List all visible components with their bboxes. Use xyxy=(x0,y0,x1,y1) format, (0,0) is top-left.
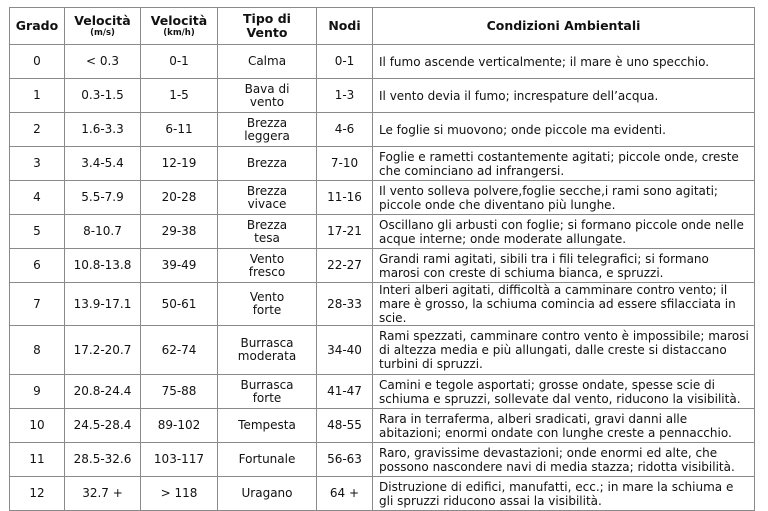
table-row xyxy=(10,181,755,215)
cell-tipo-vento: Brezza leggera xyxy=(218,113,317,147)
cell-nodi: 28-33 xyxy=(317,283,373,326)
cell-nodi: 41-47 xyxy=(317,375,373,409)
cell-condizioni: Rami spezzati, camminare contro vento è impossibile; marosi di altezza media e più allungati, dalle creste si distaccano turbini di spruzzi. xyxy=(373,326,755,375)
cell-condizioni: Raro, gravissime devastazioni; onde enormi ed alte, che possono nascondere navi di media stazza; ridotta visibilità. xyxy=(373,443,755,477)
cell-velocita-kmh: > 118 xyxy=(141,477,218,511)
cell-condizioni: Interi alberi agitati, difficoltà a camminare contro vento; il mare è grosso, la schiuma comincia ad essere sfilacciata in scie. xyxy=(373,283,755,326)
cell-velocita-kmh: 0-1 xyxy=(141,45,218,79)
cell-velocita-ms: 0.3-1.5 xyxy=(65,79,141,113)
header-velocita-ms-label: Velocità xyxy=(74,13,131,28)
table-row xyxy=(10,45,755,79)
cell-velocita-ms: 8-10.7 xyxy=(65,215,141,249)
cell-grado: 1 xyxy=(10,79,65,113)
cell-condizioni: Il vento devia il fumo; increspature dell’acqua. xyxy=(373,79,755,113)
cell-condizioni: Distruzione di edifici, manufatti, ecc.; in mare la schiuma e gli spruzzi riducono assai la visibilità. xyxy=(373,477,755,511)
cell-velocita-kmh: 6-11 xyxy=(141,113,218,147)
beaufort-table xyxy=(9,7,755,511)
cell-velocita-kmh: 103-117 xyxy=(141,443,218,477)
cell-velocita-kmh: 50-61 xyxy=(141,283,218,326)
cell-velocita-kmh: 89-102 xyxy=(141,409,218,443)
cell-velocita-ms: 3.4-5.4 xyxy=(65,147,141,181)
table-row xyxy=(10,326,755,375)
cell-velocita-ms: 13.9-17.1 xyxy=(65,283,141,326)
cell-tipo-vento: Burrasca moderata xyxy=(218,326,317,375)
cell-nodi: 4-6 xyxy=(317,113,373,147)
cell-velocita-ms: 17.2-20.7 xyxy=(65,326,141,375)
cell-nodi: 64 + xyxy=(317,477,373,511)
header-velocita-kmh xyxy=(141,8,218,45)
cell-velocita-kmh: 12-19 xyxy=(141,147,218,181)
cell-velocita-kmh: 39-49 xyxy=(141,249,218,283)
cell-nodi: 34-40 xyxy=(317,326,373,375)
cell-grado: 9 xyxy=(10,375,65,409)
cell-condizioni: Le foglie si muovono; onde piccole ma evidenti. xyxy=(373,113,755,147)
cell-velocita-ms: 1.6-3.3 xyxy=(65,113,141,147)
table-row xyxy=(10,147,755,181)
cell-grado: 0 xyxy=(10,45,65,79)
cell-tipo-vento: Calma xyxy=(218,45,317,79)
cell-velocita-kmh: 20-28 xyxy=(141,181,218,215)
cell-tipo-vento: Brezza xyxy=(218,147,317,181)
cell-velocita-ms: 5.5-7.9 xyxy=(65,181,141,215)
cell-condizioni: Grandi rami agitati, sibili tra i fili telegrafici; si formano marosi con creste di schiuma bianca, e spruzzi. xyxy=(373,249,755,283)
header-row xyxy=(10,8,755,45)
table-row xyxy=(10,409,755,443)
cell-nodi: 22-27 xyxy=(317,249,373,283)
cell-velocita-ms: < 0.3 xyxy=(65,45,141,79)
cell-tipo-vento: Burrasca forte xyxy=(218,375,317,409)
cell-tipo-vento: Brezza vivace xyxy=(218,181,317,215)
cell-nodi: 7-10 xyxy=(317,147,373,181)
table-row xyxy=(10,477,755,511)
cell-grado: 6 xyxy=(10,249,65,283)
cell-velocita-kmh: 62-74 xyxy=(141,326,218,375)
cell-velocita-kmh: 1-5 xyxy=(141,79,218,113)
header-velocita-kmh-unit: (km/h) xyxy=(163,28,195,38)
cell-grado: 8 xyxy=(10,326,65,375)
cell-nodi: 11-16 xyxy=(317,181,373,215)
cell-tipo-vento: Brezza tesa xyxy=(218,215,317,249)
cell-grado: 5 xyxy=(10,215,65,249)
cell-condizioni: Camini e tegole asportati; grosse ondate, spesse scie di schiuma e spruzzi, sollevate dal vento, riducono la visibilità. xyxy=(373,375,755,409)
cell-nodi: 56-63 xyxy=(317,443,373,477)
header-grado: Grado xyxy=(10,8,65,45)
header-nodi: Nodi xyxy=(317,8,373,45)
table-row xyxy=(10,113,755,147)
cell-grado: 2 xyxy=(10,113,65,147)
cell-grado: 3 xyxy=(10,147,65,181)
header-velocita-kmh-label: Velocità xyxy=(150,13,208,28)
table-row xyxy=(10,443,755,477)
cell-velocita-ms: 28.5-32.6 xyxy=(65,443,141,477)
cell-grado: 7 xyxy=(10,283,65,326)
cell-tipo-vento: Vento forte xyxy=(218,283,317,326)
cell-condizioni: Oscillano gli arbusti con foglie; si formano piccole onde nelle acque interne; onde moderate allungate. xyxy=(373,215,755,249)
table-row xyxy=(10,79,755,113)
cell-grado: 4 xyxy=(10,181,65,215)
cell-condizioni: Il fumo ascende verticalmente; il mare è uno specchio. xyxy=(373,45,755,79)
header-velocita-ms xyxy=(65,8,141,45)
table-row xyxy=(10,375,755,409)
cell-tipo-vento: Vento fresco xyxy=(218,249,317,283)
cell-tipo-vento: Tempesta xyxy=(218,409,317,443)
header-tipo-vento: Tipo di Vento xyxy=(218,8,317,45)
cell-condizioni: Foglie e rametti costantemente agitati; piccole onde, creste che cominciano ad infrangersi. xyxy=(373,147,755,181)
cell-grado: 11 xyxy=(10,443,65,477)
cell-grado: 10 xyxy=(10,409,65,443)
cell-velocita-kmh: 29-38 xyxy=(141,215,218,249)
cell-condizioni: Rara in terraferma, alberi sradicati, gravi danni alle abitazioni; enormi ondate con lunghe creste a pennacchio. xyxy=(373,409,755,443)
cell-velocita-kmh: 75-88 xyxy=(141,375,218,409)
cell-condizioni: Il vento solleva polvere,foglie secche,i rami sono agitati; piccole onde che diventano più lunghe. xyxy=(373,181,755,215)
cell-nodi: 1-3 xyxy=(317,79,373,113)
cell-velocita-ms: 24.5-28.4 xyxy=(65,409,141,443)
cell-velocita-ms: 10.8-13.8 xyxy=(65,249,141,283)
cell-nodi: 48-55 xyxy=(317,409,373,443)
table-row xyxy=(10,283,755,326)
cell-nodi: 0-1 xyxy=(317,45,373,79)
cell-tipo-vento: Fortunale xyxy=(218,443,317,477)
cell-velocita-ms: 20.8-24.4 xyxy=(65,375,141,409)
header-velocita-ms-unit: (m/s) xyxy=(90,28,115,38)
cell-tipo-vento: Bava di vento xyxy=(218,79,317,113)
cell-velocita-ms: 32.7 + xyxy=(65,477,141,511)
table-row xyxy=(10,215,755,249)
cell-grado: 12 xyxy=(10,477,65,511)
header-condizioni: Condizioni Ambientali xyxy=(373,8,755,45)
cell-nodi: 17-21 xyxy=(317,215,373,249)
table-row xyxy=(10,249,755,283)
cell-tipo-vento: Uragano xyxy=(218,477,317,511)
